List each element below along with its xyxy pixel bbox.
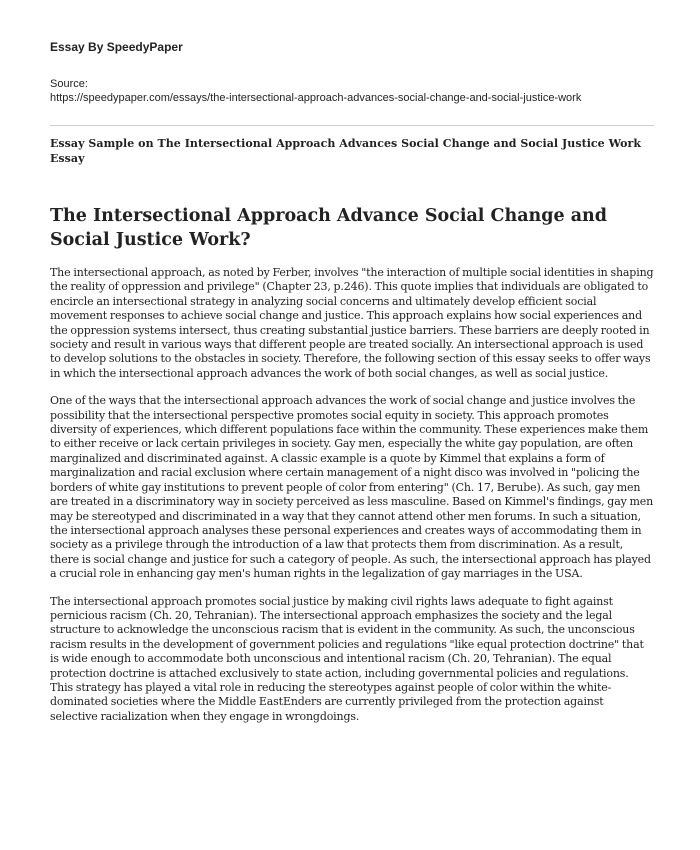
source-block [50, 77, 654, 105]
source-label: Source: [50, 78, 88, 90]
source-link[interactable]: https://speedypaper.com/essays/the-intersectional-approach-advances-social-change-and-social-justice-work [50, 92, 582, 104]
essay-title: The Intersectional Approach Advance Social Change and Social Justice Work? [50, 206, 608, 250]
essay-paragraph-3: The intersectional approach promotes social justice by making civil rights laws adequate to fight against pernicious racism (Ch. 20, Tehranian). The intersectional approach emphasizes the society and the legal structure to acknowledge the unconscious racism that is evident in the community. As such, the unconscious racism results in the development of government policies and regulations "like equal protection doctrine" that is wide enough to accommodate both unconscious and intentional racism (Ch. 20, Tehranian). The equal protection doctrine is attached exclusively to state action, including governmental policies and regulations. This strategy has played a vital role in reducing the stereotypes against people of color within the white-dominated societies where the Middle EastEnders are currently privileged from the protection against selective racialization when they engage in wrongdoings. [50, 594, 644, 723]
essay-sample-title: Essay Sample on The Intersectional Approach Advances Social Change and Social Justice Work Essay [50, 137, 642, 165]
header-divider [50, 125, 654, 126]
essay-paragraph-1: The intersectional approach, as noted by Ferber, involves "the interaction of multiple social identities in shaping the reality of oppression and privilege" (Chapter 23, p.246). This quote implies that individuals are obligated to encircle an intersectional strategy in analyzing social concerns and ultimately develop efficient social movement responses to achieve social change and justice. This approach explains how social experiences and the oppression systems intersect, thus creating substantial justice barriers. These barriers are deeply rooted in society and result in various ways that different people are treated socially. An intersectional approach is used to develop solutions to the obstacles in society. Therefore, the following section of this essay seeks to offer ways in which the intersectional approach advances the work of both social changes, as well as social justice. [50, 266, 654, 380]
essay-page [50, 40, 654, 737]
brand-title: Essay By SpeedyPaper [50, 40, 183, 54]
essay-paragraph-2: One of the ways that the intersectional approach advances the work of social change and justice involves the possibility that the intersectional perspective promotes social equity in society. This approach promotes diversity of experiences, which different populations face within the community. These experiences make them to either receive or lack certain privileges in society. Gay men, especially the white gay population, are often marginalized and discriminated against. A classic example is a quote by Kimmel that explains a form of marginalization and racial exclusion where certain management of a night disco was involved in "policing the borders of white gay institutions to prevent people of color from entering" (Ch. 17, Berube). As such, gay men are treated in a discriminatory way in society perceived as less masculine. Based on Kimmel's findings, gay men may be stereotyped and discriminated in a way that they cannot attend other men forums. In such a situation, the intersectional approach analyses these personal experiences and creates ways of accommodating them in society as a privilege through the introduction of a law that protects them from discrimination. As a result, there is social change and justice for such a category of people. As such, the intersectional approach has played a crucial role in enhancing gay men's human rights in the legalization of gay marriages in the USA. [50, 394, 654, 581]
